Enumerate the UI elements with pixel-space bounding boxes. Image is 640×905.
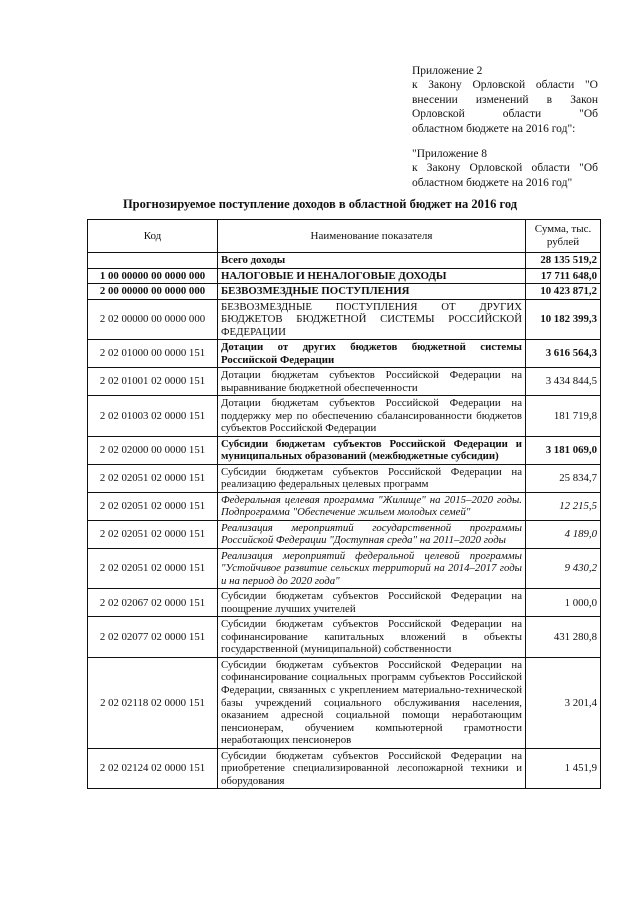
table-row xyxy=(88,340,601,368)
row-sum: 3 616 564,3 xyxy=(526,340,601,368)
row-name: Субсидии бюджетам субъектов Российской Федерации на софинансирование социальных программ субъектов Российской Федерации, связанных с укреплением материально-технической базы учреждений социального обслуживания населения, оказанием адресной социальной помощи неработающим пенсионерам, обучением компьютерной грамотности неработающих пенсионеров xyxy=(218,657,526,748)
row-sum: 3 434 844,5 xyxy=(526,368,601,396)
table-row xyxy=(88,268,601,284)
row-sum: 1 000,0 xyxy=(526,589,601,617)
row-sum: 3 181 069,0 xyxy=(526,436,601,464)
table-row xyxy=(88,748,601,789)
row-code xyxy=(88,253,218,269)
row-code: 2 02 02000 00 0000 151 xyxy=(88,436,218,464)
header-code: Код xyxy=(88,220,218,253)
row-sum: 12 215,5 xyxy=(526,492,601,520)
row-name: Субсидии бюджетам субъектов Российской Федерации и муниципальных образований (межбюджетные субсидии) xyxy=(218,436,526,464)
row-sum: 28 135 519,2 xyxy=(526,253,601,269)
table-row xyxy=(88,436,601,464)
annex-2-line: Орловской области "Об xyxy=(412,108,598,121)
table-row xyxy=(88,657,601,748)
row-name: Дотации от других бюджетов бюджетной системы Российской Федерации xyxy=(218,340,526,368)
row-sum: 181 719,8 xyxy=(526,396,601,437)
header-name: Наименование показателя xyxy=(218,220,526,253)
table-row xyxy=(88,492,601,520)
row-code: 2 02 02118 02 0000 151 xyxy=(88,657,218,748)
annex-2-line: Приложение 2 xyxy=(412,65,483,77)
row-code: 2 02 01001 02 0000 151 xyxy=(88,368,218,396)
row-sum: 10 182 399,3 xyxy=(526,299,601,340)
table-header-row xyxy=(88,220,601,253)
row-code: 2 02 02067 02 0000 151 xyxy=(88,589,218,617)
row-sum: 17 711 648,0 xyxy=(526,268,601,284)
row-code: 1 00 00000 00 0000 000 xyxy=(88,268,218,284)
table-row xyxy=(88,548,601,589)
row-sum: 3 201,4 xyxy=(526,657,601,748)
header-sum: Сумма, тыс. рублей xyxy=(526,220,601,253)
row-name: Реализация мероприятий государственной программы Российской Федерации "Доступная среда" на 2011–2020 годы xyxy=(218,520,526,548)
row-name: БЕЗВОЗМЕЗДНЫЕ ПОСТУПЛЕНИЯ ОТ ДРУГИХ БЮДЖЕТОВ БЮДЖЕТНОЙ СИСТЕМЫ РОССИЙСКОЙ ФЕДЕРАЦИИ xyxy=(218,299,526,340)
table-row xyxy=(88,520,601,548)
annex-8-heading xyxy=(412,147,598,190)
annex-8-line: "Приложение 8 xyxy=(412,148,488,160)
row-name: БЕЗВОЗМЕЗДНЫЕ ПОСТУПЛЕНИЯ xyxy=(218,284,526,300)
row-code: 2 02 01000 00 0000 151 xyxy=(88,340,218,368)
row-name: Федеральная целевая программа "Жилище" на 2015–2020 годы. Подпрограмма "Обеспечение жильем молодых семей" xyxy=(218,492,526,520)
annex-8-line: областном бюджете на 2016 год" xyxy=(412,176,573,189)
row-sum: 4 189,0 xyxy=(526,520,601,548)
row-name: Всего доходы xyxy=(218,253,526,269)
table-row xyxy=(88,368,601,396)
table-row xyxy=(88,284,601,300)
row-name: Субсидии бюджетам субъектов Российской Федерации на реализацию федеральных целевых программ xyxy=(218,464,526,492)
row-name: Дотации бюджетам субъектов Российской Федерации на поддержку мер по обеспечению сбалансированности бюджетов субъектов Российской Федерации xyxy=(218,396,526,437)
row-name: Субсидии бюджетам субъектов Российской Федерации на поощрение лучших учителей xyxy=(218,589,526,617)
row-sum: 9 430,2 xyxy=(526,548,601,589)
annex-2-line: к Закону Орловской области "О xyxy=(412,79,598,92)
row-code: 2 02 02124 02 0000 151 xyxy=(88,748,218,789)
row-sum: 25 834,7 xyxy=(526,464,601,492)
row-name: Реализация мероприятий федеральной целевой программы "Устойчивое развитие сельских территорий на 2014–2017 годы и на период до 2020 года" xyxy=(218,548,526,589)
table-row xyxy=(88,396,601,437)
table-row xyxy=(88,589,601,617)
annex-2-line: областном бюджете на 2016 год": xyxy=(412,122,576,135)
row-sum: 10 423 871,2 xyxy=(526,284,601,300)
row-sum: 431 280,8 xyxy=(526,617,601,658)
row-code: 2 02 02051 02 0000 151 xyxy=(88,464,218,492)
annex-8-line: к Закону Орловской области "Об xyxy=(412,162,598,175)
table-row xyxy=(88,464,601,492)
table-row xyxy=(88,299,601,340)
row-code: 2 00 00000 00 0000 000 xyxy=(88,284,218,300)
revenue-table xyxy=(87,219,601,789)
row-name: Субсидии бюджетам субъектов Российской Федерации на софинансирование капитальных вложений в объекты государственной (муниципальной) собственности xyxy=(218,617,526,658)
document-title: Прогнозируемое поступление доходов в областной бюджет на 2016 год xyxy=(122,197,518,211)
table-row xyxy=(88,617,601,658)
row-sum: 1 451,9 xyxy=(526,748,601,789)
row-code: 2 02 00000 00 0000 000 xyxy=(88,299,218,340)
table-body xyxy=(88,253,601,789)
row-name: Дотации бюджетам субъектов Российской Федерации на выравнивание бюджетной обеспеченности xyxy=(218,368,526,396)
row-code: 2 02 01003 02 0000 151 xyxy=(88,396,218,437)
annex-2-line: внесении изменений в Закон xyxy=(412,93,598,106)
row-name: Субсидии бюджетам субъектов Российской Федерации на приобретение специализированной лесопожарной техники и оборудования xyxy=(218,748,526,789)
annex-2-heading xyxy=(412,64,598,136)
table-row xyxy=(88,253,601,269)
row-code: 2 02 02051 02 0000 151 xyxy=(88,492,218,520)
row-name: НАЛОГОВЫЕ И НЕНАЛОГОВЫЕ ДОХОДЫ xyxy=(218,268,526,284)
row-code: 2 02 02077 02 0000 151 xyxy=(88,617,218,658)
row-code: 2 02 02051 02 0000 151 xyxy=(88,520,218,548)
row-code: 2 02 02051 02 0000 151 xyxy=(88,548,218,589)
